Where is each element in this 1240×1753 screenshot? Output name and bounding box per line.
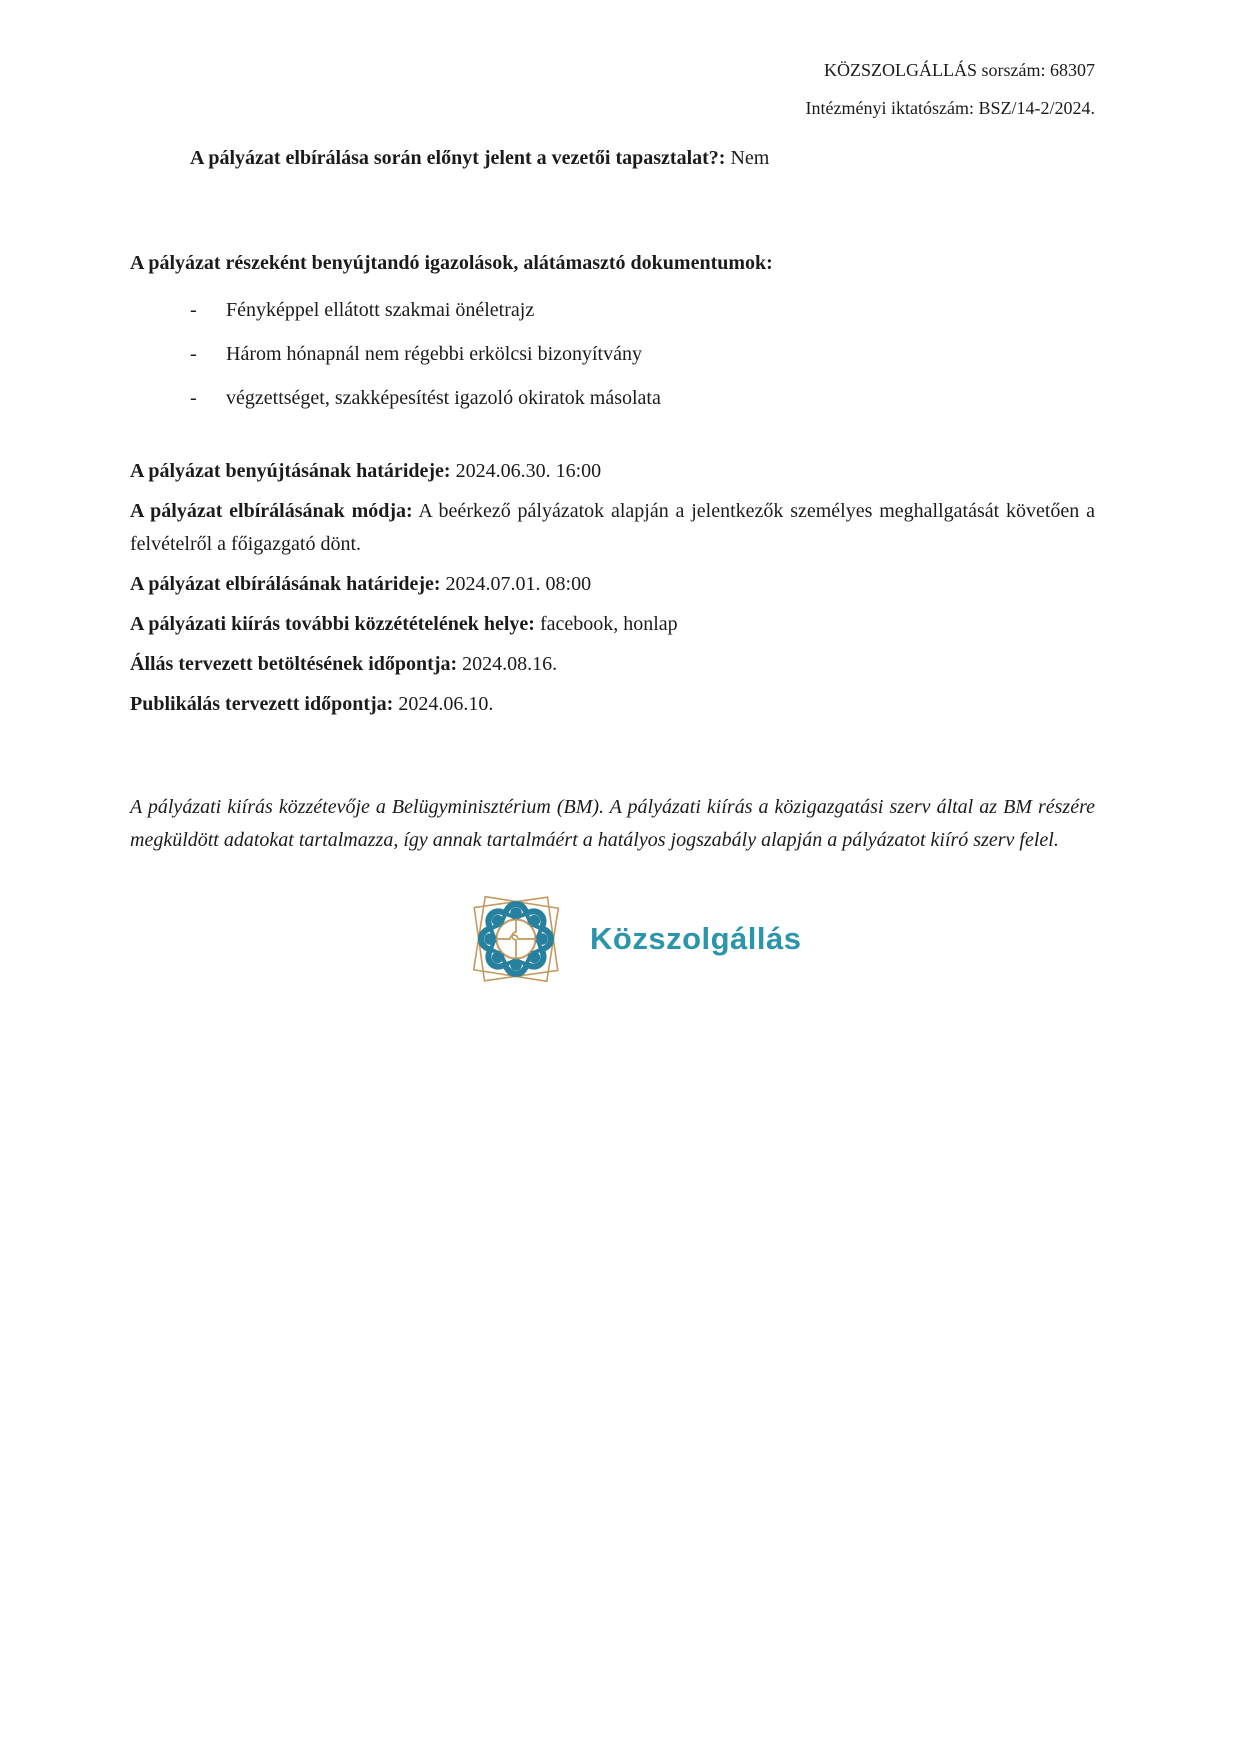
detail-row-position-start-date xyxy=(130,648,1095,681)
question-value: Nem xyxy=(730,147,770,169)
question-label: A pályázat elbírálása során előnyt jelent a vezetői tapasztalat?: xyxy=(190,147,726,169)
detail-value: 2024.06.30. 16:00 xyxy=(455,460,602,482)
document-item xyxy=(130,385,1095,411)
document-item xyxy=(130,341,1095,367)
details-section xyxy=(130,455,1095,721)
detail-row-evaluation-deadline xyxy=(130,568,1095,601)
document-header xyxy=(130,60,1095,119)
bullet-dash: - xyxy=(190,299,197,321)
detail-label: A pályázat benyújtásának határideje: xyxy=(130,460,451,482)
document-item-text: Fényképpel ellátott szakmai önéletrajz xyxy=(226,299,535,321)
question-line xyxy=(130,145,1095,172)
bullet-dash: - xyxy=(190,387,197,409)
detail-row-publication-places xyxy=(130,608,1095,641)
detail-value: 2024.06.10. xyxy=(398,693,494,715)
detail-row-publish-date xyxy=(130,688,1095,721)
logo-wordmark: Közszolgállás xyxy=(590,921,802,956)
document-item-text: végzettséget, szakképesítést igazoló okiratok másolata xyxy=(226,387,661,409)
document-item xyxy=(130,297,1095,323)
detail-label: Publikálás tervezett időpontja: xyxy=(130,693,394,715)
detail-label: A pályázat elbírálásának módja: xyxy=(130,500,413,522)
detail-label: Állás tervezett betöltésének időpontja: xyxy=(130,653,458,675)
detail-label: A pályázati kiírás további közzétételének helye: xyxy=(130,613,535,635)
detail-value: 2024.07.01. 08:00 xyxy=(445,573,592,595)
documents-heading: A pályázat részeként benyújtandó igazolások, alátámasztó dokumentumok: xyxy=(130,252,773,274)
detail-value: 2024.08.16. xyxy=(462,653,558,675)
kozszolgallas-emblem-icon xyxy=(466,887,566,991)
registry-number-line: Intézményi iktatószám: BSZ/14-2/2024. xyxy=(805,98,1095,118)
bullet-dash: - xyxy=(190,343,197,365)
kozszolgallas-logo xyxy=(466,887,1095,991)
detail-label: A pályázat elbírálásának határideje: xyxy=(130,573,441,595)
documents-list xyxy=(130,297,1095,411)
detail-row-evaluation-method xyxy=(130,495,1095,561)
puzzle-circle-icon xyxy=(497,920,536,959)
detail-row-submission-deadline xyxy=(130,455,1095,488)
disclaimer-paragraph: A pályázati kiírás közzétevője a Belügyminisztérium (BM). A pályázati kiírás a közigazgatási szerv által az BM részére megküldött adatokat tartalmazza, így annak tartalmáért a hatályos jogszabály alapján a pályázatot kiíró szerv felel. xyxy=(130,796,1095,851)
detail-value: facebook, honlap xyxy=(539,613,678,635)
document-item-text: Három hónapnál nem régebbi erkölcsi bizonyítvány xyxy=(226,343,642,365)
detail-value: A beérkező pályázatok alapján a jelentkezők személyes meghallgatását követően a felvételről a főigazgató dönt. xyxy=(130,500,1095,555)
serial-number-line: KÖZSZOLGÁLLÁS sorszám: 68307 xyxy=(824,60,1095,80)
